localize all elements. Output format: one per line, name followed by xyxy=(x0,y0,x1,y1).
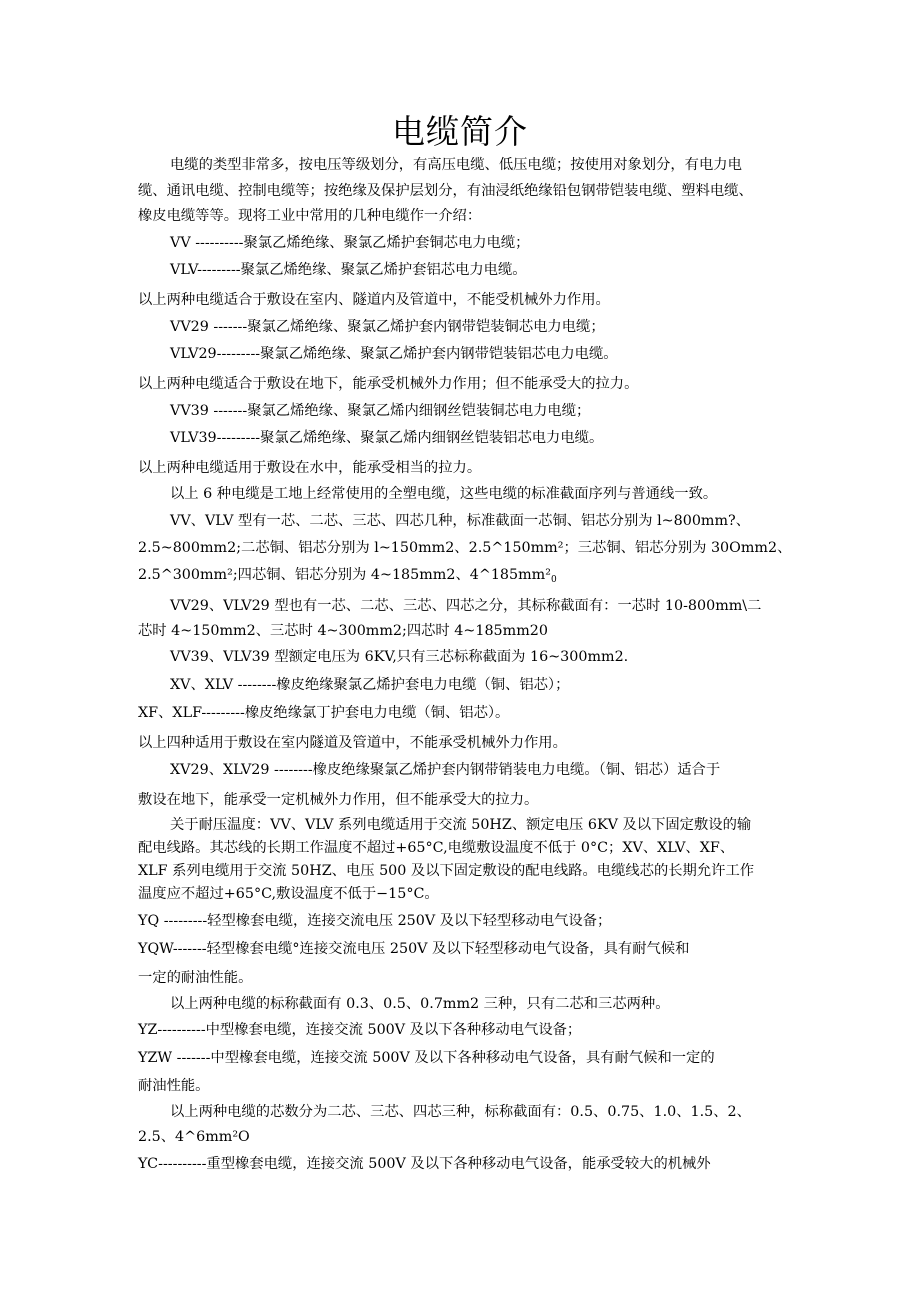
paragraph-line: 配电线路。其芯线的长期工作温度不超过+65°C,电缆敷设温度不低于 0°C；XV、XLV、XF、 xyxy=(138,840,735,856)
paragraph-line: 以上 6 种电缆是工地上经常使用的全塑电缆，这些电缆的标准截面序列与普通线一致。 xyxy=(170,486,718,502)
paragraph-line: VV39、VLV39 型额定电压为 6KV,只有三芯标称截面为 16~300mm2. xyxy=(170,649,629,665)
paragraph-line: VLV---------聚氯乙烯绝缘、聚氯乙烯护套铝芯电力电缆。 xyxy=(170,262,527,278)
paragraph-line: YC----------重型橡套电缆，连接交流 500V 及以下各种移动电气设备，能承受较大的机械外 xyxy=(138,1156,711,1172)
paragraph-line: VLV39---------聚氯乙烯绝缘、聚氯乙烯内细钢丝铠装铝芯电力电缆。 xyxy=(170,430,604,446)
paragraph-line: XV29、XLV29 --------橡皮绝缘聚氯乙烯护套内钢带销装电力电缆。（铜、铝芯）适合于 xyxy=(170,762,721,778)
paragraph-line: 橡皮电缆等等。现将工业中常用的几种电缆作一介绍： xyxy=(138,208,482,224)
paragraph-line: VV29、VLV29 型也有一芯、二芯、三芯、四芯之分，其标称截面有：一芯时 10-800mm\二 xyxy=(170,598,762,614)
paragraph-line: VV39 -------聚氯乙烯绝缘、聚氯乙烯内细钢丝铠装铜芯电力电缆； xyxy=(170,403,591,419)
paragraph-line: YZ----------中型橡套电缆，连接交流 500V 及以下各种移动电气设备； xyxy=(138,1022,582,1038)
paragraph-line: XLF 系列电缆用于交流 50HZ、电压 500 及以下固定敷设的配电线路。电缆线芯的长期允许工作 xyxy=(138,863,755,879)
paragraph-line: VV ----------聚氯乙烯绝缘、聚氯乙烯护套铜芯电力电缆； xyxy=(170,235,530,251)
paragraph-line: XV、XLV --------橡皮绝缘聚氯乙烯护套电力电缆（铜、铝芯）； xyxy=(170,677,570,693)
paragraph-line: YZW -------中型橡套电缆，连接交流 500V 及以下各种移动电气设备，具有耐气候和一定的 xyxy=(138,1050,715,1066)
paragraph-line: 以上四种适用于敷设在室内隧道及管道中，不能承受机械外力作用。 xyxy=(138,735,567,751)
paragraph-line: 缆、通讯电缆、控制电缆等；按绝缘及保护层划分，有油浸纸绝缘铅包钢带铠装电缆、塑料电缆、 xyxy=(138,183,753,199)
paragraph-line: VLV29---------聚氯乙烯绝缘、聚氯乙烯护套内钢带铠装铝芯电力电缆。 xyxy=(170,346,618,362)
paragraph-line: 电缆的类型非常多，按电压等级划分，有高压电缆、低压电缆；按使用对象划分，有电力电 xyxy=(170,157,742,173)
paragraph-line: 以上两种电缆适合于敷设在室内、隧道内及管道中，不能受机械外力作用。 xyxy=(138,292,610,308)
line-text: 2.5^300mm²;四芯铜、铝芯分别为 4~185mm2、4^185mm² xyxy=(138,567,551,583)
paragraph-line: VV、VLV 型有一芯、二芯、三芯、四芯几种，标准截面一芯铜、铝芯分别为 l~800mm?、 xyxy=(170,513,751,529)
paragraph-line: 以上两种电缆的标称截面有 0.3、0.5、0.7mm2 三种，只有二芯和三芯两种。 xyxy=(170,996,670,1012)
paragraph-line: YQ ---------轻型橡套电缆，连接交流电压 250V 及以下轻型移动电气设备； xyxy=(138,913,612,929)
paragraph-line: 2.5、4^6mm²O xyxy=(138,1129,250,1145)
paragraph-line: 一定的耐油性能。 xyxy=(138,970,253,986)
paragraph-line: 以上两种电缆适用于敷设在水中，能承受相当的拉力。 xyxy=(138,460,482,476)
paragraph-line: 耐油性能。 xyxy=(138,1078,210,1094)
paragraph-line: VV29 -------聚氯乙烯绝缘、聚氯乙烯护套内钢带铠装铜芯电力电缆； xyxy=(170,319,605,335)
page-title: 电缆简介 xyxy=(392,112,528,151)
subscript-mark: 0 xyxy=(550,575,557,585)
paragraph-line: 温度应不超过+65°C,敷设温度不低于−15°C。 xyxy=(138,886,439,902)
paragraph-line: XF、XLF---------橡皮绝缘氯丁护套电力电缆（铜、铝芯）。 xyxy=(138,705,510,721)
paragraph-line: YQW-------轻型橡套电缆°连接交流电压 250V 及以下轻型移动电气设备，具有耐气候和 xyxy=(138,941,690,957)
paragraph-line: 关于耐压温度：VV、VLV 系列电缆适用于交流 50HZ、额定电压 6KV 及以下固定敷设的输 xyxy=(170,817,752,833)
paragraph-line: 芯时 4~150mm2、三芯时 4~300mm2;四芯时 4~185mm20 xyxy=(138,623,548,639)
paragraph-line xyxy=(138,565,557,590)
paragraph-line: 以上两种电缆适合于敷设在地下，能承受机械外力作用；但不能承受大的拉力。 xyxy=(138,376,639,392)
paragraph-line: 以上两种电缆的芯数分为二芯、三芯、四芯三种，标称截面有：0.5、0.75、1.0、1.5、2、 xyxy=(170,1104,751,1120)
paragraph-line: 2.5~800mm2;二芯铜、铝芯分别为 l~150mm2、2.5^150mm²；三芯铜、铝芯分别为 30Omm2、 xyxy=(138,540,792,556)
paragraph-line: 敷设在地下，能承受一定机械外力作用，但不能承受大的拉力。 xyxy=(138,792,539,808)
